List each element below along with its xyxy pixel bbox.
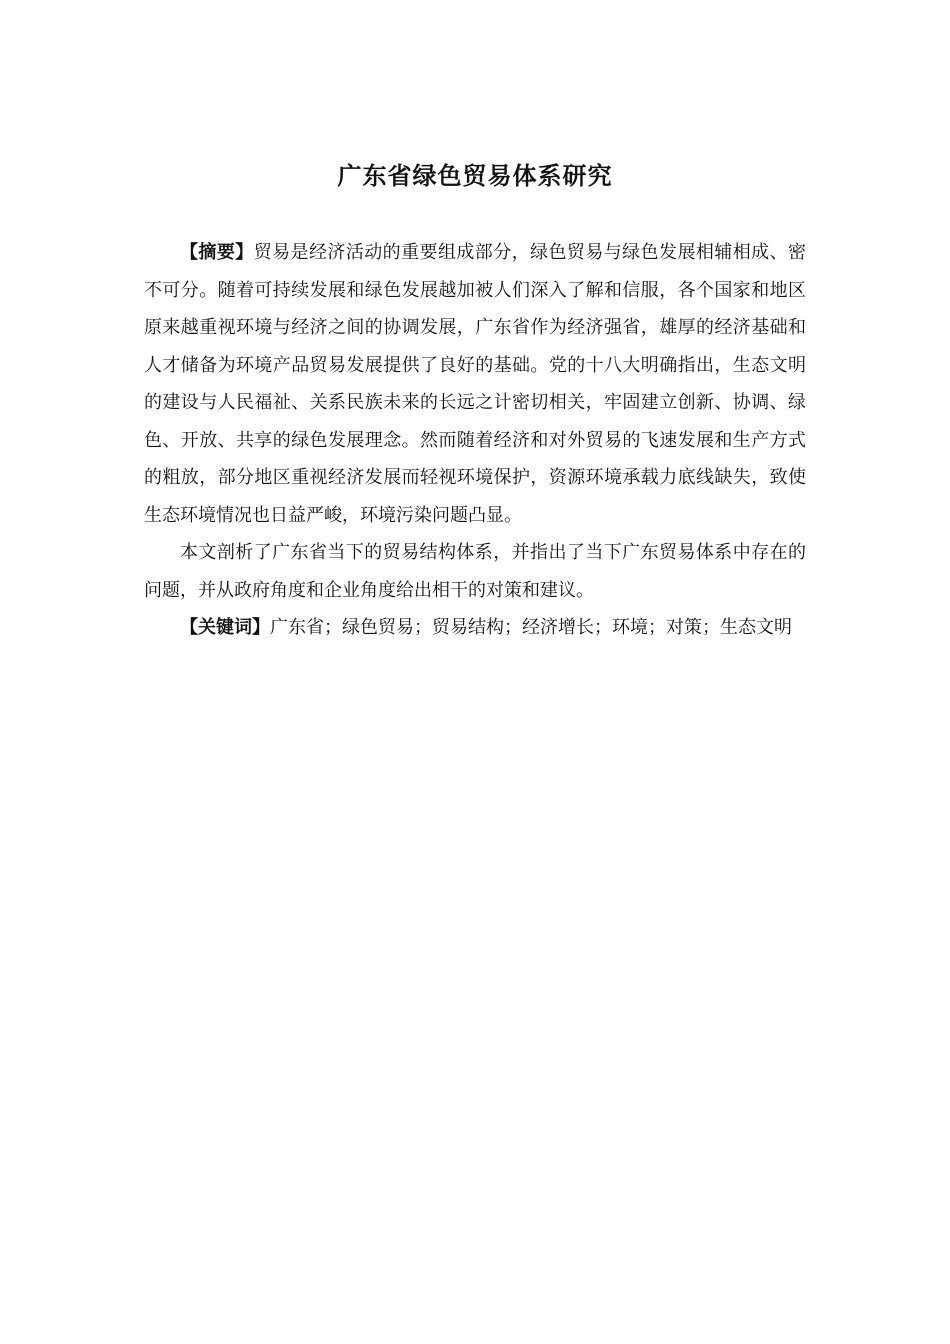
abstract-label: 【摘要】 xyxy=(180,242,254,263)
abstract-section xyxy=(144,234,806,647)
keywords-text: 广东省；绿色贸易；贸易结构；经济增长；环境；对策；生态文明 xyxy=(270,617,792,638)
keywords-label: 【关键词】 xyxy=(180,617,270,638)
abstract-paragraph-2: 本文剖析了广东省当下的贸易结构体系，并指出了当下广东贸易体系中存在的问题，并从政府角度和企业角度给出相干的对策和建议。 xyxy=(144,542,806,601)
keywords-line xyxy=(144,609,806,647)
abstract-paragraph-1 xyxy=(144,234,806,534)
document-title: 广东省绿色贸易体系研究 xyxy=(337,162,613,190)
abstract-text-1: 贸易是经济活动的重要组成部分，绿色贸易与绿色发展相辅相成、密不可分。随着可持续发展和绿色发展越加被人们深入了解和信服，各个国家和地区原来越重视环境与经济之间的协调发展，广东省作为经济强省，雄厚的经济基础和人才储备为环境产品贸易发展提供了良好的基础。党的十八大明确指出，生态文明的建设与人民福祉、关系民族未来的长远之计密切相关，牢固建立创新、协调、绿色、开放、共享的绿色发展理念。然而随着经济和对外贸易的飞速发展和生产方式的粗放，部分地区重视经济发展而轻视环境保护，资源环境承载力底线缺失，致使生态环境情况也日益严峻，环境污染问题凸显。 xyxy=(144,242,807,526)
